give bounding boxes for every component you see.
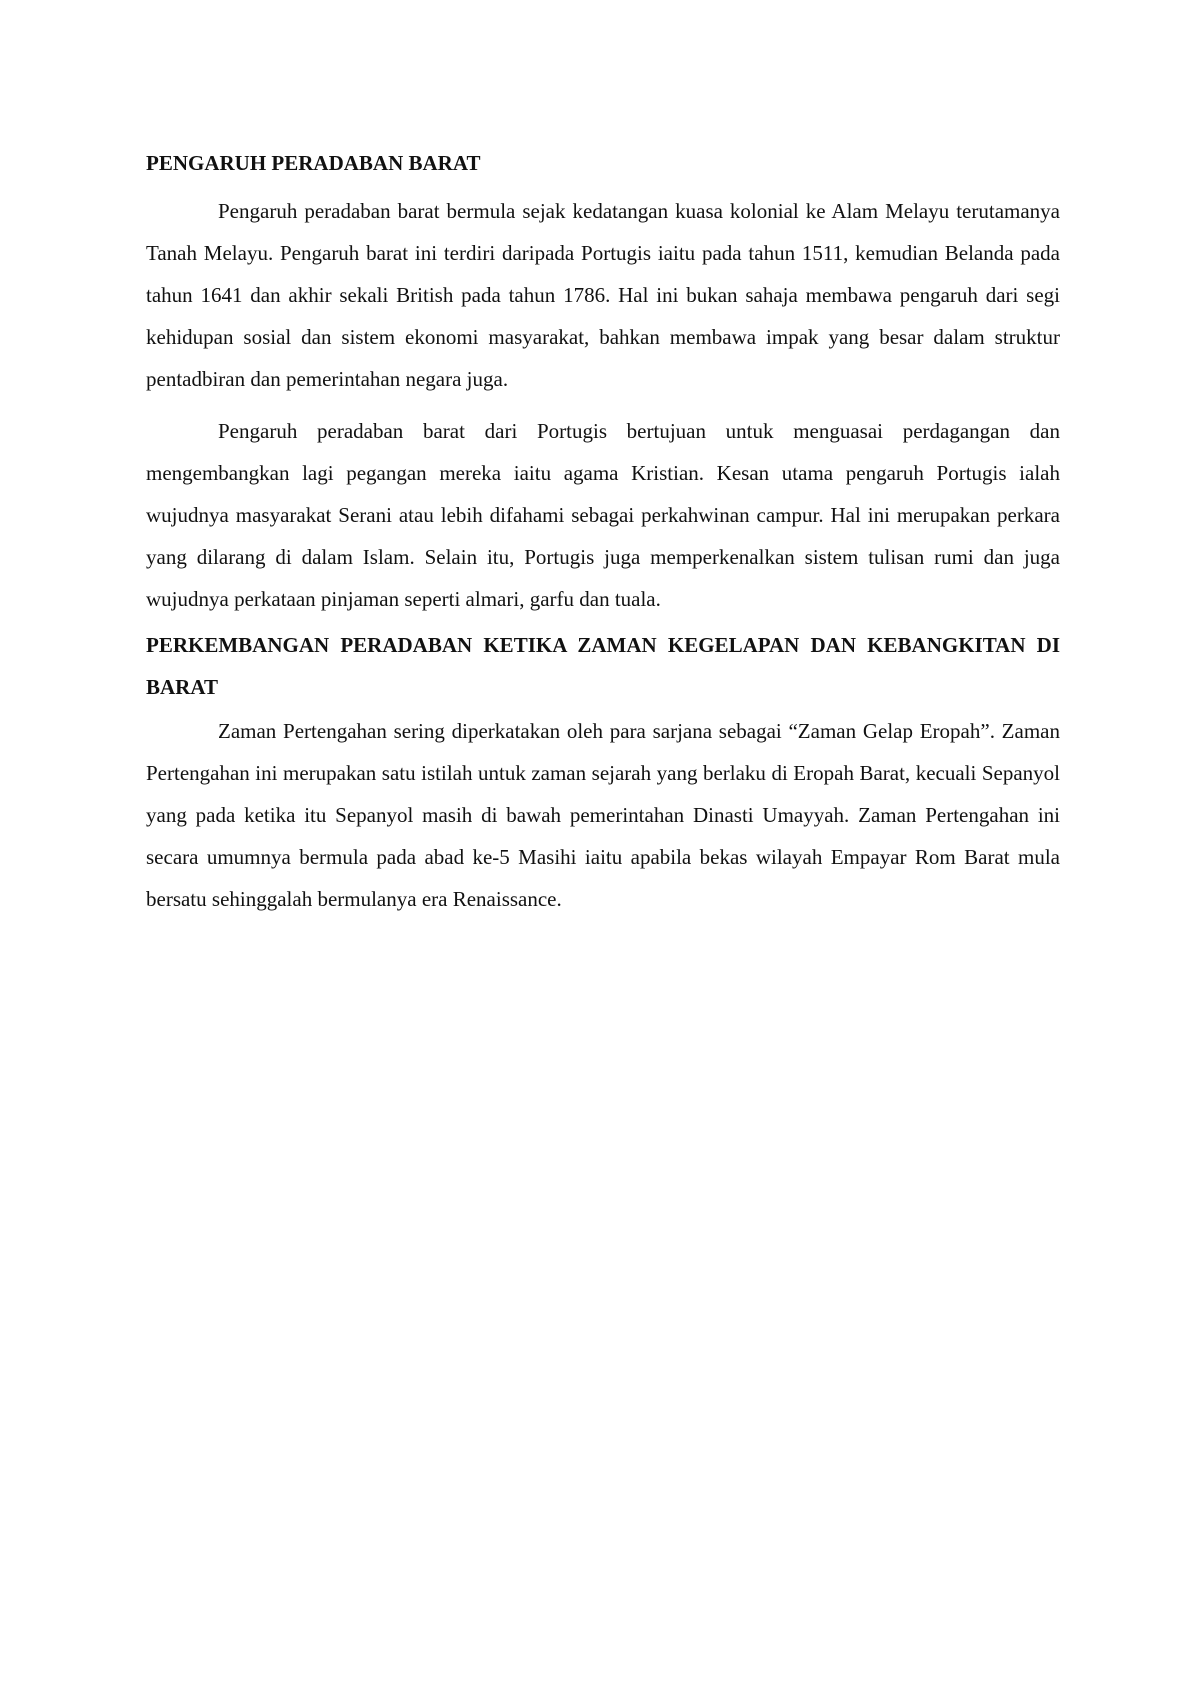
paragraph-zaman-pertengahan: Zaman Pertengahan sering diperkatakan oleh para sarjana sebagai “Zaman Gelap Eropah”. Zaman Pertengahan ini merupakan satu istilah untuk zaman sejarah yang berlaku di Eropah Barat, kecuali Sepanyol yang pada ketika itu Sepanyol masih di bawah pemerintahan Dinasti Umayyah. Zaman Pertengahan ini secara umumnya bermula pada abad ke-5 Masihi iaitu apabila bekas wilayah Empayar Rom Barat mula bersatu sehinggalah bermulanya era Renaissance.: [146, 719, 1060, 911]
document-body: [146, 142, 1060, 920]
paragraph-pengaruh-portugis: Pengaruh peradaban barat dari Portugis bertujuan untuk menguasai perdagangan dan mengembangkan lagi pegangan mereka iaitu agama Kristian. Kesan utama pengaruh Portugis ialah wujudnya masyarakat Serani atau lebih difahami sebagai perkahwinan campur. Hal ini merupakan perkara yang dilarang di dalam Islam. Selain itu, Portugis juga memperkenalkan sistem tulisan rumi dan juga wujudnya perkataan pinjaman seperti almari, garfu dan tuala.: [146, 419, 1060, 611]
paragraph-kedatangan-kuasa-kolonial: Pengaruh peradaban barat bermula sejak kedatangan kuasa kolonial ke Alam Melayu terutamanya Tanah Melayu. Pengaruh barat ini terdiri daripada Portugis iaitu pada tahun 1511, kemudian Belanda pada tahun 1641 dan akhir sekali British pada tahun 1786. Hal ini bukan sahaja membawa pengaruh dari segi kehidupan sosial dan sistem ekonomi masyarakat, bahkan membawa impak yang besar dalam struktur pentadbiran dan pemerintahan negara juga.: [146, 199, 1060, 391]
section-heading-zaman-kegelapan-dan-kebangkitan: PERKEMBANGAN PERADABAN KETIKA ZAMAN KEGELAPAN DAN KEBANGKITAN DI BARAT: [146, 633, 1060, 699]
section-heading-pengaruh-peradaban-barat: PENGARUH PERADABAN BARAT: [146, 151, 481, 175]
